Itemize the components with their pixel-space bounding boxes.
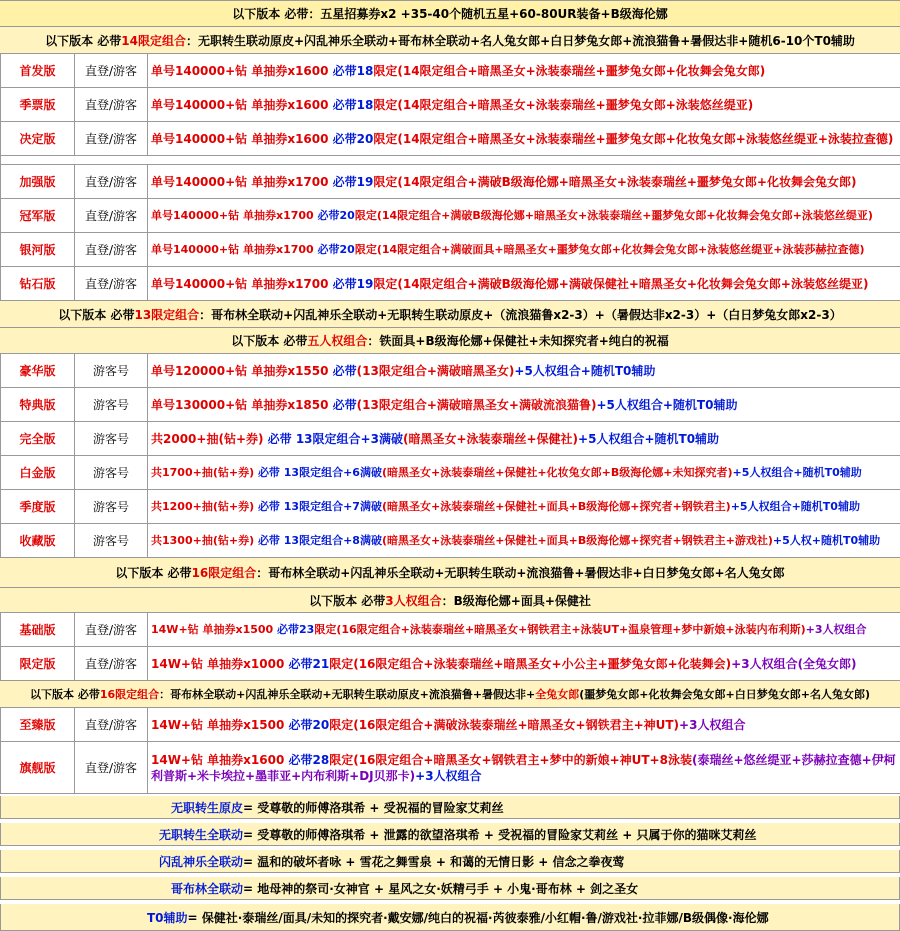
row-details: 14W+钻 单抽券x1500 必带23限定(16限定组合+泳装泰瑞丝+暗黑圣女+钢铁君主+泳装UT+温泉管理+梦中新娘+泳装内布利斯)+3人权组合 [151, 622, 867, 636]
table-row [0, 199, 900, 233]
table-row [0, 54, 900, 88]
table-row [0, 267, 900, 301]
section-header-5 [0, 328, 900, 354]
header-suffix: ：无职转生联动原皮+闪乱神乐全联动+哥布林全联动+名人兔女郎+白日梦兔女郎+流浪猫鲁+暑假达非+随机6-10个T0辅助 [185, 33, 855, 48]
row-details: 单号130000+钻 单抽券x1850 必带(13限定组合+满破暗黑圣女+满破流浪猫鲁)+5人权组合+随机T0辅助 [151, 397, 738, 412]
account-type: 直登/游客 [75, 199, 148, 232]
legend-item [0, 796, 900, 819]
row-details: 共1700+抽(钻+券) 必带 13限定组合+6满破(暗黑圣女+泳装泰瑞丝+保健社+化妆兔女郎+B级海伦娜+未知探究者)+5人权组合+随机T0辅助 [151, 465, 862, 479]
table-row [0, 647, 900, 681]
legend-item [0, 823, 900, 846]
header-suffix: (噩梦兔女郎+化妆舞会兔女郎+白日梦兔女郎+名人兔女郎) [579, 688, 870, 701]
header-suffix: ：哥布林全联动+闪乱神乐全联动+无职转生联动+流浪猫鲁+暑假达非+白日梦兔女郎+名人兔女郎 [256, 566, 785, 580]
legend-key: 哥布林全联动 [171, 881, 244, 896]
account-type: 游客号 [75, 422, 148, 455]
table-row [0, 613, 900, 647]
header-highlight: 五人权组合 [307, 334, 368, 348]
row-details: 14W+钻 单抽券x1600 必带28限定(16限定组合+暗黑圣女+钢铁君主+梦中的新娘+神UT+8泳装(泰瑞丝+悠丝缇亚+莎赫拉查德+伊柯利普斯+米卡埃拉+墨菲亚+内布利斯+DJ贝那卡)+3人权组合 [151, 752, 896, 783]
row-details: 14W+钻 单抽券x1000 必带21限定(16限定组合+泳装泰瑞丝+暗黑圣女+小公主+噩梦兔女郎+化装舞会)+3人权组合(全兔女郎) [151, 656, 857, 671]
header-suffix: ：铁面具+B级海伦娜+保健社+未知探究者+纯白的祝福 [367, 334, 669, 348]
table-row [0, 422, 900, 456]
account-type: 直登/游客 [75, 708, 148, 741]
account-type: 游客号 [75, 490, 148, 523]
row-details: 单号140000+钻 单抽券x1700 必带19限定(14限定组合+满破B级海伦娜+满破保健社+暗黑圣女+化妆舞会兔女郎+泳装悠丝缇亚) [151, 276, 869, 291]
row-details: 14W+钻 单抽券x1500 必带20限定(16限定组合+满破泳装泰瑞丝+暗黑圣女+钢铁君主+神UT)+3人权组合 [151, 717, 746, 732]
account-type: 直登/游客 [75, 742, 148, 793]
row-details: 共1200+抽(钻+券) 必带 13限定组合+7满破(暗黑圣女+泳装泰瑞丝+保健社+面具+B级海伦娜+探究者+钢铁君主)+5人权组合+随机T0辅助 [151, 499, 860, 513]
account-type: 游客号 [75, 524, 148, 557]
row-details: 单号140000+钻 单抽券x1700 必带20限定(14限定组合+满破B级海伦娜+暗黑圣女+泳装泰瑞丝+噩梦兔女郎+化妆舞会兔女郎+泳装悠丝缇亚) [151, 208, 873, 222]
legend-value: = 保健社·泰瑞丝/面具/未知的探究者·戴安娜/纯白的祝福·芮彼泰雅/小红帽·鲁/游戏社·拉菲娜/B级偶像·海伦娜 [187, 910, 769, 925]
edition-name: 银河版 [0, 233, 75, 266]
legend-item [0, 850, 900, 873]
row-details: 共2000+抽(钻+券) 必带 13限定组合+3满破(暗黑圣女+泳装泰瑞丝+保健社)+5人权组合+随机T0辅助 [151, 431, 720, 446]
edition-name: 季度版 [0, 490, 75, 523]
account-type: 直登/游客 [75, 165, 148, 198]
header-highlight: 16限定组合 [191, 566, 257, 580]
account-type: 直登/游客 [75, 233, 148, 266]
row-details: 单号120000+钻 单抽券x1550 必带(13限定组合+满破暗黑圣女)+5人权组合+随机T0辅助 [151, 363, 656, 378]
table-row [0, 708, 900, 742]
table-row [0, 354, 900, 388]
row-details: 共1300+抽(钻+券) 必带 13限定组合+8满破(暗黑圣女+泳装泰瑞丝+保健社+面具+B级海伦娜+探究者+钢铁君主+游戏社)+5人权+随机T0辅助 [151, 533, 881, 547]
legend-key: 无职转生全联动 [159, 827, 244, 842]
edition-name: 旗舰版 [0, 742, 75, 793]
legend-key: 闪乱神乐全联动 [159, 854, 244, 869]
row-details: 单号140000+钻 单抽券x1700 必带19限定(14限定组合+满破B级海伦娜+暗黑圣女+泳装泰瑞丝+噩梦兔女郎+化妆舞会兔女郎) [151, 174, 857, 189]
table-row [0, 388, 900, 422]
account-type: 直登/游客 [75, 647, 148, 680]
account-type: 直登/游客 [75, 122, 148, 155]
row-details: 单号140000+钻 单抽券x1600 必带18限定(14限定组合+暗黑圣女+泳装泰瑞丝+噩梦兔女郎+化妆舞会兔女郎) [151, 63, 766, 78]
edition-name: 豪华版 [0, 354, 75, 387]
legend-key: T0辅助 [147, 910, 188, 925]
table-title [0, 0, 900, 27]
edition-name: 加强版 [0, 165, 75, 198]
header-mid: ：哥布林全联动+闪乱神乐全联动+无职转生联动原皮+流浪猫鲁+暑假达非+ [159, 688, 536, 701]
section-header-13 [0, 301, 900, 328]
legend-value: = 地母神的祭司·女神官 + 星风之女·妖精弓手 + 小鬼·哥布林 + 剑之圣女 [243, 881, 639, 896]
table-row [0, 122, 900, 156]
legend-value: = 温和的破坏者咏 + 雪花之舞雪泉 + 和蔼的无情日影 + 信念之拳夜莺 [243, 854, 625, 869]
account-type: 游客号 [75, 354, 148, 387]
edition-name: 完全版 [0, 422, 75, 455]
edition-name: 限定版 [0, 647, 75, 680]
account-type: 游客号 [75, 388, 148, 421]
header-highlight: 3人权组合 [385, 593, 442, 608]
header-suffix: ：哥布林全联动+闪乱神乐全联动+无职转生联动原皮+（流浪猫鲁x2-3）+（暑假达非x2-3）+（白日梦兔女郎x2-3） [199, 307, 842, 322]
edition-name: 决定版 [0, 122, 75, 155]
header-prefix: 以下版本 必带 [231, 334, 308, 348]
edition-name: 冠军版 [0, 199, 75, 232]
table-row [0, 490, 900, 524]
header-prefix: 以下版本 必带 [115, 566, 192, 580]
edition-name: 季票版 [0, 88, 75, 121]
edition-name: 至臻版 [0, 708, 75, 741]
spacer-row [0, 156, 900, 165]
account-type: 直登/游客 [75, 88, 148, 121]
table-row [0, 456, 900, 490]
header-suffix: ：B级海伦娜+面具+保健社 [441, 593, 591, 608]
header-red: 全兔女郎 [535, 688, 580, 701]
edition-name: 钻石版 [0, 267, 75, 300]
section-header-3 [0, 588, 900, 613]
header-highlight: 16限定组合 [99, 688, 160, 701]
table-row [0, 742, 900, 794]
table-row [0, 88, 900, 122]
legend-value: = 受尊敬的师傅洛琪希 + 泄露的欲望洛琪希 + 受祝福的冒险家艾莉丝 + 只属于你的猫咪艾莉丝 [243, 827, 757, 842]
header-prefix: 以下版本 必带 [309, 593, 386, 608]
legend-item [0, 904, 900, 931]
row-details: 单号140000+钻 单抽券x1600 必带18限定(14限定组合+暗黑圣女+泳装泰瑞丝+噩梦兔女郎+泳装悠丝缇亚) [151, 97, 754, 112]
table-row [0, 524, 900, 558]
account-type: 直登/游客 [75, 267, 148, 300]
section-header-14 [0, 27, 900, 54]
edition-name: 特典版 [0, 388, 75, 421]
legend-key: 无职转生原皮 [171, 800, 244, 815]
edition-name: 首发版 [0, 54, 75, 87]
row-details: 单号140000+钻 单抽券x1600 必带20限定(14限定组合+暗黑圣女+泳装泰瑞丝+噩梦兔女郎+化妆兔女郎+泳装悠丝缇亚+泳装拉查德) [151, 131, 894, 146]
account-type: 直登/游客 [75, 54, 148, 87]
section-header-16 [0, 558, 900, 588]
header-prefix: 以下版本 必带 [30, 688, 100, 701]
header-highlight: 13限定组合 [134, 307, 200, 322]
header-prefix: 以下版本 必带 [45, 33, 122, 48]
legend-item [0, 877, 900, 900]
legend-value: = 受尊敬的师傅洛琪希 + 受祝福的冒险家艾莉丝 [243, 800, 504, 815]
header-highlight: 14限定组合 [121, 33, 186, 48]
header-prefix: 以下版本 必带 [58, 307, 135, 322]
table-row [0, 165, 900, 199]
table-row [0, 233, 900, 267]
section-header-16b [0, 681, 900, 708]
edition-name: 白金版 [0, 456, 75, 489]
edition-name: 收藏版 [0, 524, 75, 557]
title-text: 以下版本 必带：五星招募券x2 +35-40个随机五星+60-80UR装备+B级海伦娜 [232, 7, 668, 21]
row-details: 单号140000+钻 单抽券x1700 必带20限定(14限定组合+满破面具+暗黑圣女+噩梦兔女郎+化妆舞会兔女郎+泳装悠丝缇亚+泳装莎赫拉查德) [151, 242, 865, 256]
edition-name: 基础版 [0, 613, 75, 646]
account-type: 直登/游客 [75, 613, 148, 646]
account-type: 游客号 [75, 456, 148, 489]
